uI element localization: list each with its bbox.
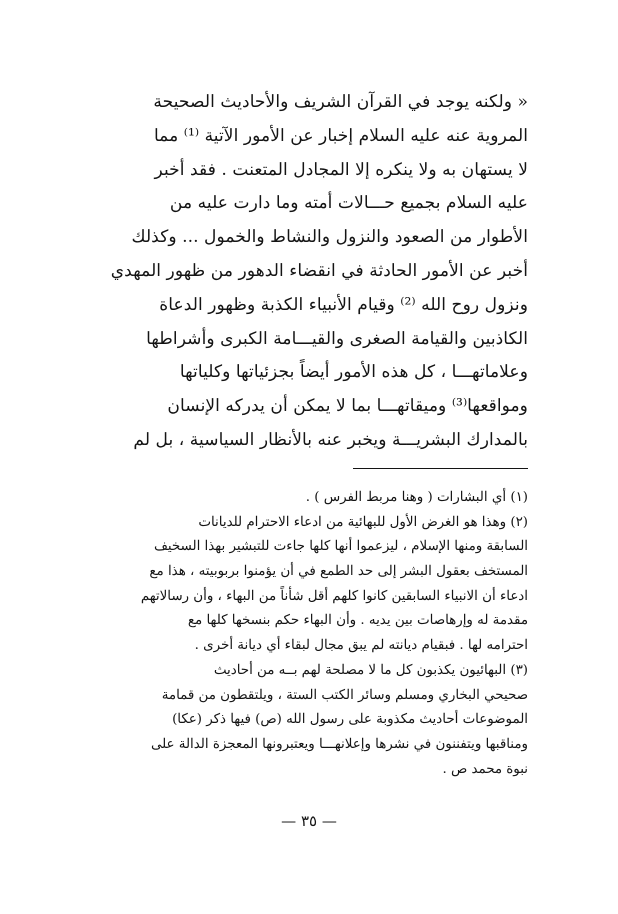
- main-line: بالمدارك البشريـــة ويخبر عنه بالأنظار السياسية ، بل لم: [133, 429, 528, 450]
- main-line: ومواقعها⁽³⁾ وميقاتهـــا بما لا يمكن أن يدركه الإنسان: [167, 396, 528, 417]
- main-text: [96, 86, 528, 458]
- main-line: أخبر عن الأمور الحادثة في انقضاء الدهور من ظهور المهدي: [110, 260, 528, 281]
- page-number: — ٣٥ —: [281, 812, 337, 830]
- footnote-line: نبوة محمد ص .: [442, 761, 528, 777]
- footnotes: [96, 486, 528, 782]
- main-line: الكاذبين والقيامة الصغرى والقيـــامة الكبرى وأشراطها: [146, 328, 528, 349]
- main-line: لا يستهان به ولا ينكره إلا المجادل المتعنت . فقد أخبر: [154, 159, 528, 180]
- footnote-divider: [353, 468, 528, 469]
- footnote-line: السابقة ومنها الإسلام ، ليزعموا أنها كلها جاءت للتبشير بهذا السخيف: [154, 539, 528, 555]
- footnote-line: صحيحي البخاري ومسلم وسائر الكتب الستة ، ويلتقطون من قمامة: [161, 687, 528, 703]
- footnote-line: (٣) البهائيون يكذبون كل ما لا مصلحة لهم بــه من أحاديث: [213, 662, 528, 678]
- main-line: عليه السلام بجميع حـــالات أمته وما دارت عليه من: [169, 193, 528, 214]
- main-line: وعلاماتهـــا ، كل هذه الأمور أيضاً بجزئياتها وكلياتها: [179, 362, 528, 383]
- main-line: « ولكنه يوجد في القرآن الشريف والأحاديث الصحيحة: [153, 92, 528, 112]
- footnote-line: المستخف بعقول البشر إلى حد الطمع في أن يؤمنوا بربوبيته ، هذا مع: [149, 564, 528, 580]
- footnote-line: مقدمة له وإرهاصات بين يديه . وأن البهاء حكم بنسخها كلها مع: [187, 613, 528, 629]
- footnote-line: ومناقبها ويتفننون في نشرها وإعلانهـــا ويعتبرونها المعجزة الدالة على: [150, 736, 528, 752]
- main-line: ونزول روح الله ⁽²⁾ وقيام الأنبياء الكذبة وظهور الدعاة: [159, 294, 528, 315]
- footnote-line: (١) أي البشارات ( وهنا مربط الفرس ) .: [305, 490, 528, 505]
- main-line: الأطوار من الصعود والنزول والنشاط والخمول ... وكذلك: [131, 227, 528, 248]
- footnote-line: الموضوعات أحاديث مكذوبة على رسول الله (ص) فيها ذكر (عكا): [172, 712, 528, 728]
- main-line: المروية عنه عليه السلام إخبار عن الأمور الآتية ⁽¹⁾ مما: [153, 125, 528, 146]
- footnote-line: (٢) وهذا هو الغرض الأول للبهائية من ادعاء الاحترام للديانات: [198, 514, 528, 530]
- footnote-line: ادعاء أن الانبياء السابقين كانوا كلهم أقل شأناً من البهاء ، وأن رسالاتهم: [140, 588, 528, 604]
- footnote-line: احترامه لها . فبقيام ديانته لم يبق مجال لبقاء أي ديانة أخرى .: [194, 638, 528, 654]
